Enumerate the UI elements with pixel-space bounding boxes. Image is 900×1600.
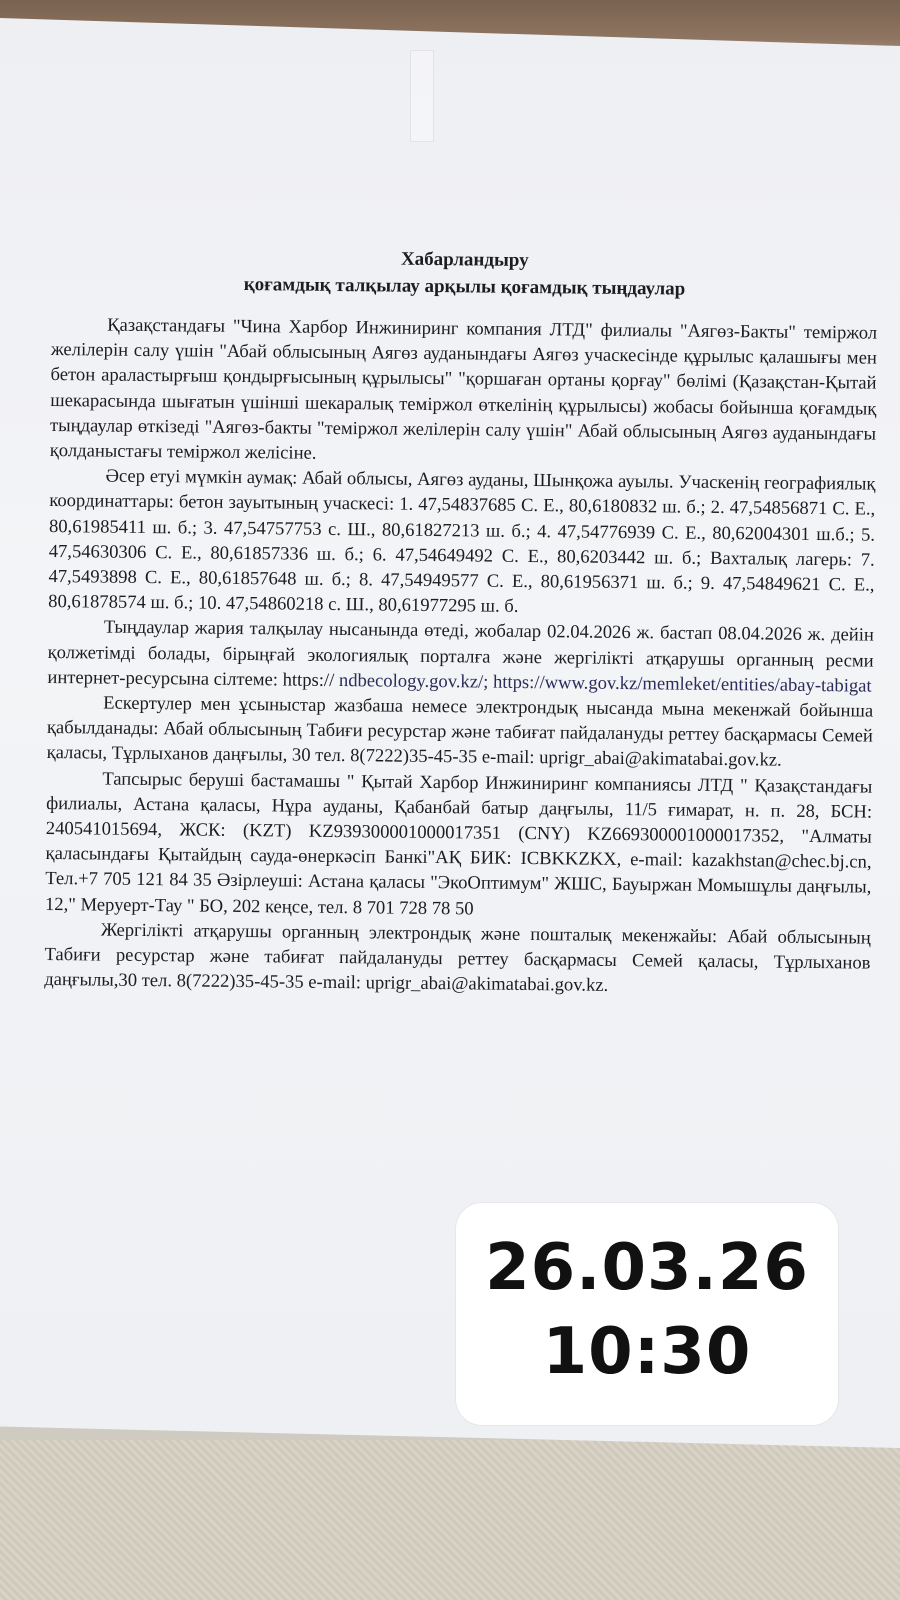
paragraph-customer-developer: Тапсырыс беруші бастамашы " Қытай Харбор Инжиниринг компаниясы ЛТД " Қазақстандағы филиалы, Астана қаласы, Нұра ауданы, Қабанбай батыр даңғылы, 11/5 ғимарат, н. п. 28, БСН: 240541015694, ЖСК: (KZT) KZ939300001000017351 (CNY) KZ669300001000017352, "Алматы қаласындағы Қытайдың сауда-өнеркәсіп Банкі"АҚ БИК: ICBKKZKX, e-mail: kazakhstan@chec.bj.cn, Тел.+7 705 121 84 35 Әзірлеуші: Астана қаласы "ЭкоОптимум" ЖШС, Бауыржан Момышұлы даңғылы, 12," Меруерт-Тау " БО, 202 кеңсе, тел. 8 701 728 78 50	[44, 768, 873, 920]
notice-document	[44, 242, 878, 1001]
timestamp-sticker	[456, 1203, 838, 1425]
paragraph-hearing-dates	[47, 614, 874, 698]
links-text[interactable]: ndbecology.gov.kz/; https://www.gov.kz/memleket/entities/abay-tabigat	[338, 669, 872, 697]
timestamp-time: 10:30	[542, 1315, 752, 1389]
paragraph-intro: Қазақстандағы "Чина Харбор Инжиниринг компания ЛТД" филиалы "Аягөз-Бакты" теміржол желілерін салу үшін "Абай облысының Аягөз ауданындағы Аягөз учаскесінде құрылыс қалашығы мен бетон араластырғыш қондырғысының құрылысы" "қоршаған ортаны қорғау" бөлімі (Қазақстан-Қытай шекарасында шығатын үшінші шекаралық теміржол өткелінің құрылысы) жобасы бойынша қоғамдық тыңдаулар өткізеді "Аягөз-бакты "теміржол желілерін салу үшін" Абай облысының Аягөз ауданындағы қолданыстағы теміржол желісіне.	[49, 314, 878, 464]
tape-strip	[410, 50, 434, 142]
timestamp-date: 26.03.26	[485, 1231, 809, 1305]
paragraph-comments-address: Ескертулер мен ұсыныстар жазбаша немесе электрондық нысанда мына мекенжай бойынша қабылданады: Абай облысының Табиғи ресурстар және табиғат пайдалануды реттеу басқармасы Семей қаласы, Тұрлыханов даңғылы, 30 тел. 8(7222)35-45-35 e-mail: uprigr_abai@akimatabai.gov.kz.	[46, 692, 874, 772]
notice-subtitle: қоғамдық талқылау арқылы қоғамдық тыңдаулар	[243, 274, 686, 300]
paragraph-coordinates: Әсер етуі мүмкін аумақ: Абай облысы, Аягөз ауданы, Шынқожа ауылы. Учаскенің географиялық координаттары: бетон зауытының учаскесі: 1. 47,54837685 С. Е., 80,6180832 ш. б.; 2. 47,54856871 С. Е., 80,61985411 ш. б.; 3. 47,54757753 с. Ш., 80,61827213 ш. б.; 4. 47,54776939 С. Е., 80,62004301 ш.б.; 5. 47,54630306 С. Е., 80,61857336 ш. б.; 6. 47,54649492 С. Е., 80,6203442 ш. б.; Вахталық лагерь: 7. 47,5493898 С. Е., 80,61857648 ш. б.; 8. 47,54949577 С. Е., 80,61956371 ш. б.; 9. 47,54849621 С. Е., 80,61878574 ш. б.; 10. 47,54860218 с. Ш., 80,61977295 ш. б.	[48, 465, 876, 618]
wall-background-bottom	[0, 1440, 900, 1600]
hearing-dates-text: Тыңдаулар жария талқылау нысанында өтеді, жобалар 02.04.2026 ж. бастап 08.04.2026 ж. дейін қолжетімді болады, бірыңғай экологиялық порталға және жергілікті атқарушы органның ресми интернет-ресурсына сілтеме: https://	[47, 617, 875, 691]
paragraph-local-authority: Жергілікті атқарушы органның электрондық және пошталық мекенжайы: Абай облысының Табиғи ресурстар және табиғат пайдалануды реттеу басқармасы Семей қаласы, Тұрлыханов даңғылы,30 тел. 8(7222)35-45-35 e-mail: uprigr_abai@akimatabai.gov.kz.	[44, 919, 871, 997]
notice-title: Хабарландыру	[400, 248, 529, 271]
